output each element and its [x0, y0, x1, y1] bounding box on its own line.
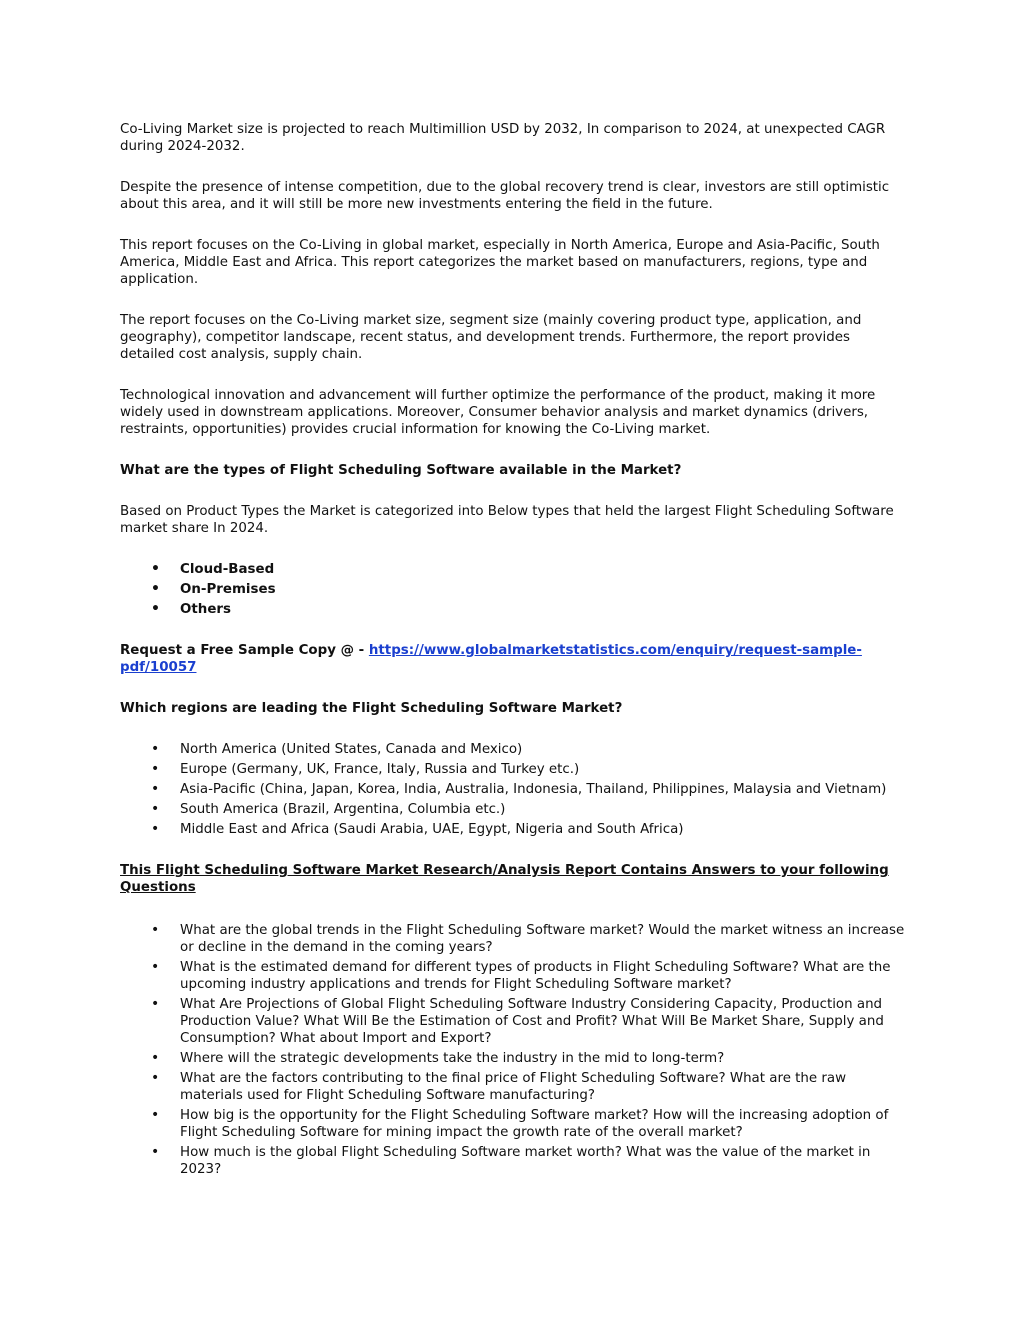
list-item: • What is the estimated demand for different types of products in Flight Scheduling Software? What are the upcoming industry applications and trends for Flight Scheduling Software market? [120, 959, 905, 993]
intro-paragraph-market-size: Co-Living Market size is projected to reach Multimillion USD by 2032, In comparison to 2024, at unexpected CAGR during 2024-2032. [120, 122, 886, 154]
list-item: • Asia-Pacific (China, Japan, Korea, India, Australia, Indonesia, Thailand, Philippines, Malaysia and Vietnam) [120, 781, 905, 798]
list-item: • Others [120, 601, 905, 618]
list-item: • Middle East and Africa (Saudi Arabia, UAE, Egypt, Nigeria and South Africa) [120, 821, 905, 838]
list-item: • On-Premises [120, 581, 905, 598]
list-item: • How big is the opportunity for the Flight Scheduling Software market? How will the increasing adoption of Flight Scheduling Software for mining impact the growth rate of the overall market? [120, 1107, 905, 1141]
intro-paragraph-report-focus: This report focuses on the Co-Living in global market, especially in North America, Europe and Asia-Pacific, South America, Middle East and Africa. This report categorizes the market based on manufacturers, regions, type and application. [120, 238, 880, 287]
types-intro-paragraph: Based on Product Types the Market is categorized into Below types that held the largest Flight Scheduling Software market share In 2024. [120, 504, 894, 536]
types-list [120, 561, 905, 618]
sample-request-label: Request a Free Sample Copy @ - [120, 643, 369, 658]
list-item: • North America (United States, Canada and Mexico) [120, 741, 905, 758]
list-item: • Where will the strategic developments take the industry in the mid to long-term? [120, 1050, 905, 1067]
list-item: • Europe (Germany, UK, France, Italy, Russia and Turkey etc.) [120, 761, 905, 778]
document-page [120, 121, 905, 1202]
types-question-heading: What are the types of Flight Scheduling Software available in the Market? [120, 463, 682, 478]
list-item: • What are the factors contributing to the final price of Flight Scheduling Software? What are the raw materials used for Flight Scheduling Software manufacturing? [120, 1070, 905, 1104]
list-item: • South America (Brazil, Argentina, Columbia etc.) [120, 801, 905, 818]
list-item: • How much is the global Flight Scheduling Software market worth? What was the value of the market in 2023? [120, 1144, 905, 1178]
list-item: • What Are Projections of Global Flight Scheduling Software Industry Considering Capacity, Production and Production Value? What Will Be the Estimation of Cost and Profit? What Will Be Market Share, Supply and Consumption? What about Import and Export? [120, 996, 905, 1047]
sample-request-link[interactable]: https://www.globalmarketstatistics.com/enquiry/request-sample-pdf/10057 [120, 643, 862, 675]
questions-list [120, 922, 905, 1178]
regions-list [120, 741, 905, 838]
questions-heading: This Flight Scheduling Software Market Research/Analysis Report Contains Answers to your following Questions [120, 863, 889, 895]
regions-question-heading: Which regions are leading the Flight Scheduling Software Market? [120, 701, 623, 716]
intro-paragraph-report-scope: The report focuses on the Co-Living market size, segment size (mainly covering product type, application, and geography), competitor landscape, recent status, and development trends. Furthermore, the report provides detailed cost analysis, supply chain. [120, 313, 862, 362]
list-item: • What are the global trends in the Flight Scheduling Software market? Would the market witness an increase or decline in the demand in the coming years? [120, 922, 905, 956]
intro-paragraph-innovation: Technological innovation and advancement will further optimize the performance of the product, making it more widely used in downstream applications. Moreover, Consumer behavior analysis and market dynamics (drivers, restraints, opportunities) provides crucial information for knowing the Co-Living market. [120, 388, 876, 437]
list-item: • Cloud-Based [120, 561, 905, 578]
sample-request-line [120, 642, 905, 676]
intro-paragraph-competition: Despite the presence of intense competition, due to the global recovery trend is clear, investors are still optimistic about this area, and it will still be more new investments entering the field in the future. [120, 180, 890, 212]
